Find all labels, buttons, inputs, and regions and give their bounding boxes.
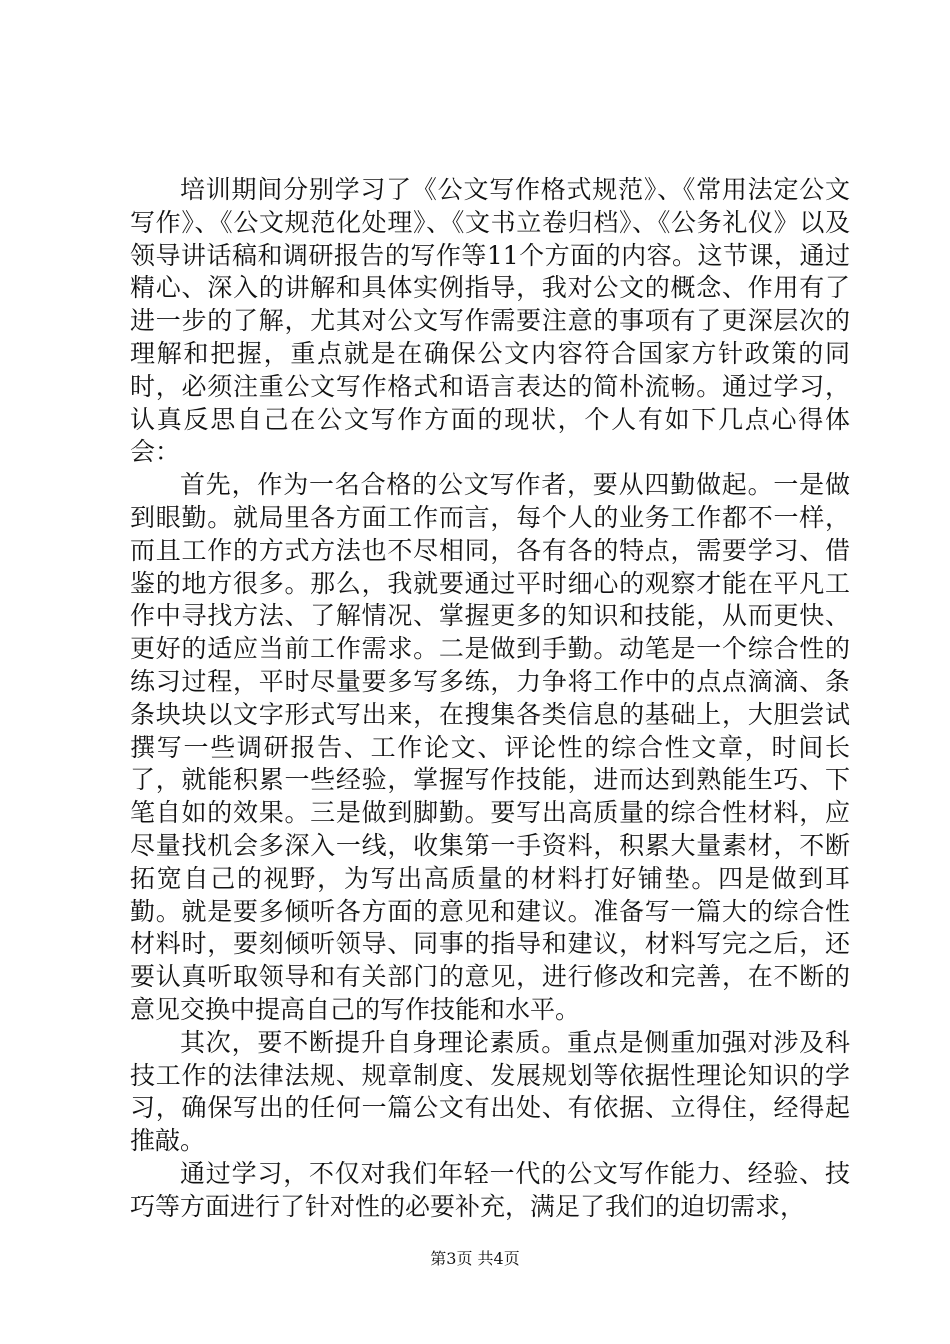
- page-footer: 第3页 共4页: [430, 1249, 520, 1268]
- paragraph-1: 培训期间分别学习了《公文写作格式规范》、《常用法定公文写作》、《公文规范化处理》、《文书立卷归档》、《公务礼仪》以及领导讲话稿和调研报告的写作等11个方面的内容。这节课，通过精心、深入的讲解和具体实例指导，我对公文的概念、作用有了进一步的了解，尤其对公文写作需要注意的事项有了更深层次的理解和把握，重点就是在确保公文内容符合国家方针政策的同时，必须注重公文写作格式和语言表达的简朴流畅。通过学习，认真反思自己在公文写作方面的现状，个人有如下几点心得体会：: [130, 175, 850, 467]
- paragraph-2: 首先，作为一名合格的公文写作者，要从四勤做起。一是做到眼勤。就局里各方面工作而言，每个人的业务工作都不一样，而且工作的方式方法也不尽相同，各有各的特点，需要学习、借鉴的地方很多。那么，我就要通过平时细心的观察才能在平凡工作中寻找方法、了解情况、掌握更多的知识和技能，从而更快、更好的适应当前工作需求。二是做到手勤。动笔是一个综合性的练习过程，平时尽量要多写多练，力争将工作中的点点滴滴、条条块块以文字形式写出来，在搜集各类信息的基础上，大胆尝试撰写一些调研报告、工作论文、评论性的综合性文章，时间长了，就能积累一些经验，掌握写作技能，进而达到熟能生巧、下笔自如的效果。三是做到脚勤。要写出高质量的综合性材料，应尽量找机会多深入一线，收集第一手资料，积累大量素材，不断拓宽自己的视野，为写出高质量的材料打好铺垫。四是做到耳勤。就是要多倾听各方面的意见和建议。准备写一篇大的综合性材料时，要刻倾听领导、同事的指导和建议，材料写完之后，还要认真听取领导和有关部门的意见，进行修改和完善，在不断的意见交换中提高自己的写作技能和水平。: [130, 470, 850, 1024]
- paragraph-3: 其次，要不断提升自身理论素质。重点是侧重加强对涉及科技工作的法律法规、规章制度、发展规划等依据性理论知识的学习，确保写出的任何一篇公文有出处、有依据、立得住，经得起推敲。: [130, 1027, 850, 1156]
- paragraph-4: 通过学习，不仅对我们年轻一代的公文写作能力、经验、技巧等方面进行了针对性的必要补充，满足了我们的迫切需求，: [130, 1158, 850, 1221]
- document-body: [130, 174, 850, 1224]
